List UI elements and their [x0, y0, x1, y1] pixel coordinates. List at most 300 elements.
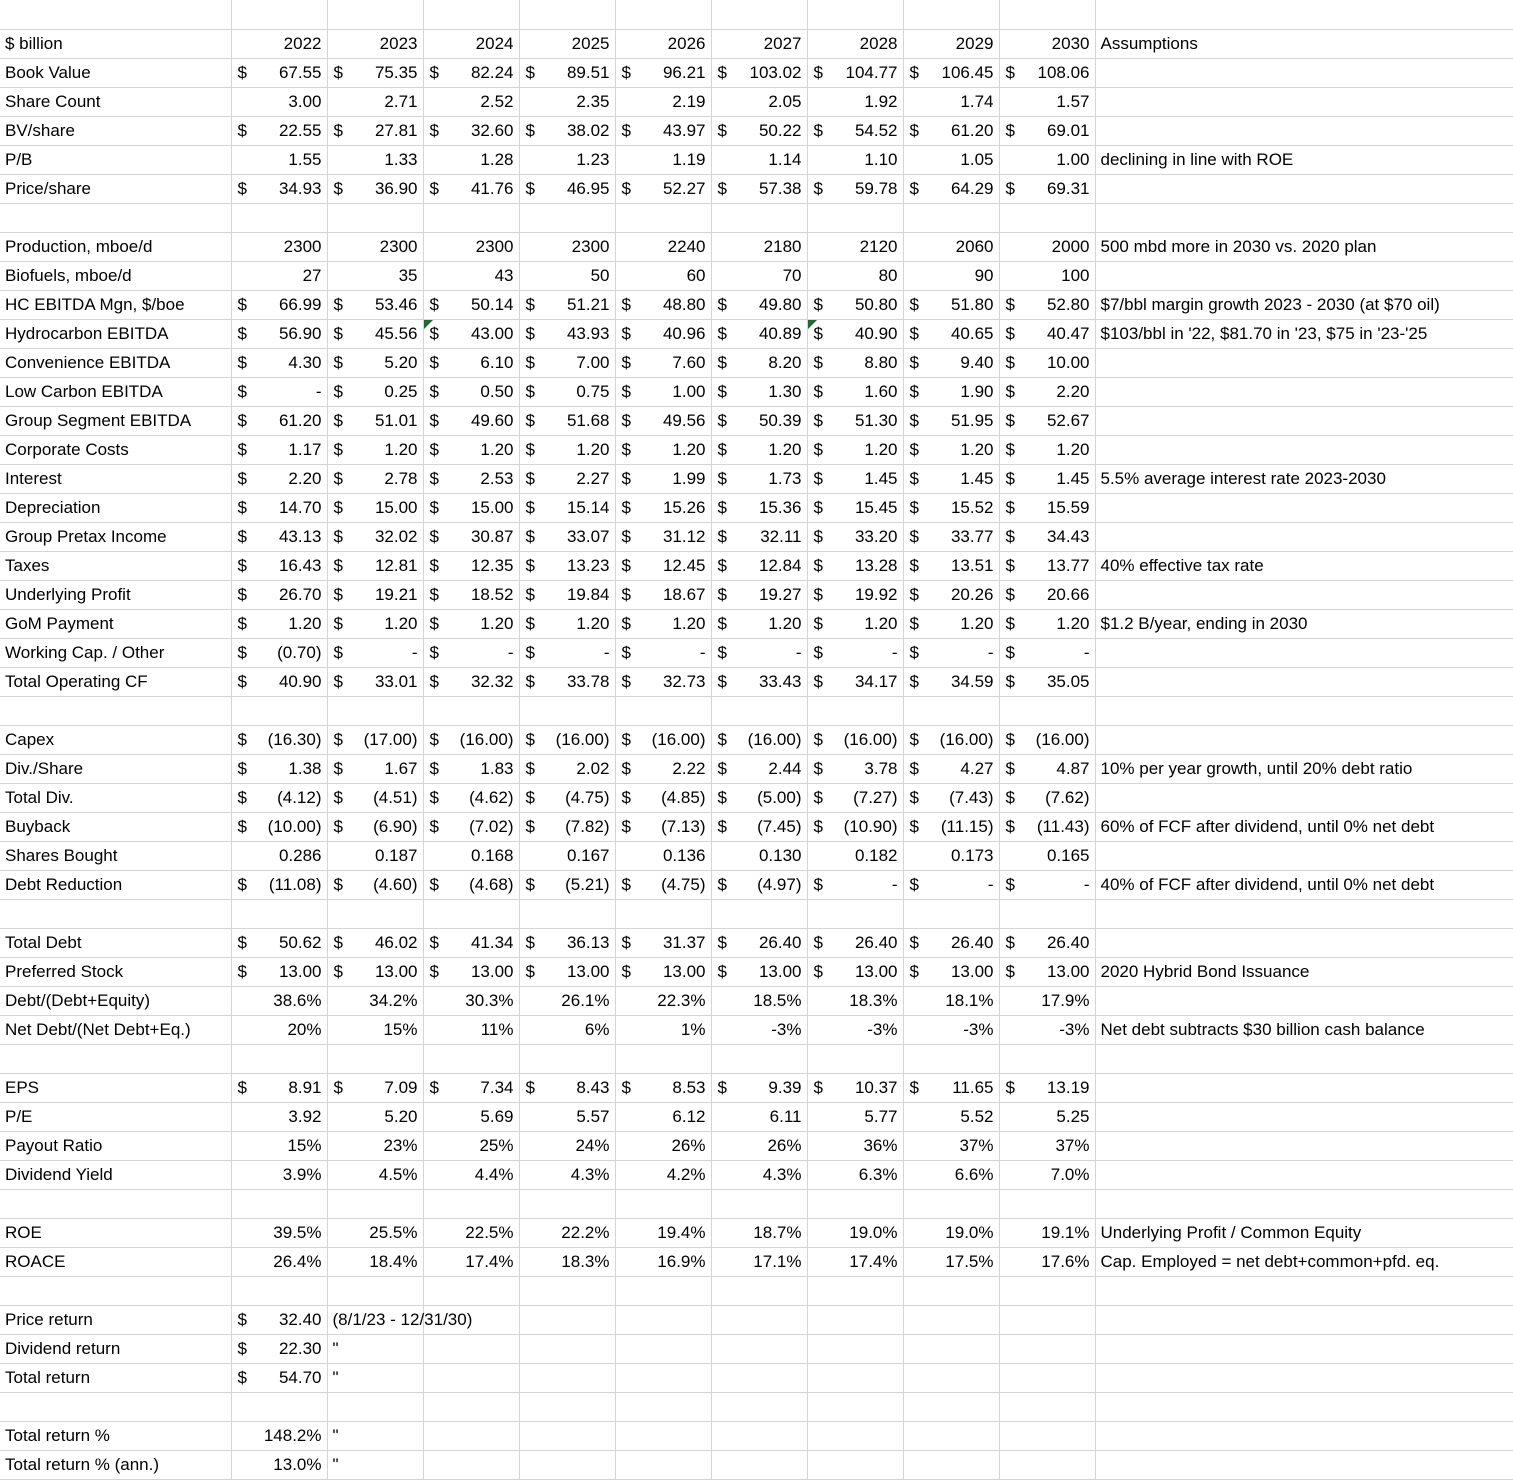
data-cell-2027[interactable]: 0.130 — [711, 841, 807, 870]
data-cell-2022[interactable] — [231, 754, 327, 783]
data-cell-2028[interactable]: 6.3% — [807, 1160, 903, 1189]
data-cell-2022[interactable] — [231, 1305, 327, 1334]
data-cell-2023[interactable] — [327, 754, 423, 783]
data-cell-2022[interactable]: 39.5% — [231, 1218, 327, 1247]
data-cell-2028[interactable] — [807, 348, 903, 377]
data-cell-2025[interactable]: 2300 — [519, 232, 615, 261]
data-cell-2029[interactable] — [903, 870, 999, 899]
data-cell-2030[interactable] — [999, 406, 1095, 435]
row-label[interactable]: Group Pretax Income — [0, 522, 231, 551]
data-cell-2025[interactable]: 50 — [519, 261, 615, 290]
row-label[interactable]: Depreciation — [0, 493, 231, 522]
data-cell-2026[interactable] — [615, 493, 711, 522]
data-cell-2030[interactable] — [999, 551, 1095, 580]
row-label[interactable]: GoM Payment — [0, 609, 231, 638]
data-cell-2022[interactable] — [231, 667, 327, 696]
data-cell-2027[interactable] — [711, 1073, 807, 1102]
row-label[interactable]: Price return — [0, 1305, 231, 1334]
data-cell-2030[interactable]: 7.0% — [999, 1160, 1095, 1189]
empty-cell[interactable] — [711, 1392, 807, 1421]
column-header-unit[interactable]: $ billion — [0, 29, 231, 58]
empty-cell[interactable] — [711, 203, 807, 232]
data-cell-2029[interactable] — [903, 174, 999, 203]
empty-cell[interactable] — [615, 1392, 711, 1421]
empty-cell[interactable] — [519, 1363, 615, 1392]
data-cell-2027[interactable]: 2.05 — [711, 87, 807, 116]
data-cell-2030[interactable] — [999, 319, 1095, 348]
data-cell-2027[interactable] — [711, 406, 807, 435]
empty-cell[interactable] — [0, 1392, 231, 1421]
assumption-note[interactable]: Underlying Profit / Common Equity — [1095, 1218, 1513, 1247]
empty-cell[interactable] — [1095, 348, 1513, 377]
data-cell-2026[interactable] — [615, 1073, 711, 1102]
data-cell-2028[interactable] — [807, 435, 903, 464]
empty-cell[interactable] — [1095, 261, 1513, 290]
data-cell-2027[interactable] — [711, 638, 807, 667]
data-cell-2028[interactable]: 19.0% — [807, 1218, 903, 1247]
data-cell-2025[interactable] — [519, 406, 615, 435]
column-header-year-2026[interactable]: 2026 — [615, 29, 711, 58]
empty-cell[interactable] — [711, 1450, 807, 1479]
data-cell-2028[interactable]: 17.4% — [807, 1247, 903, 1276]
data-cell-2029[interactable] — [903, 957, 999, 986]
data-cell-2027[interactable] — [711, 58, 807, 87]
row-label[interactable]: Share Count — [0, 87, 231, 116]
data-cell-2026[interactable]: 6.12 — [615, 1102, 711, 1131]
data-cell-2029[interactable] — [903, 319, 999, 348]
data-cell-2024[interactable] — [423, 319, 519, 348]
row-label[interactable]: Buyback — [0, 812, 231, 841]
data-cell-2026[interactable]: 1.19 — [615, 145, 711, 174]
empty-cell[interactable] — [807, 203, 903, 232]
empty-cell[interactable] — [1095, 928, 1513, 957]
data-cell-2027[interactable]: 26% — [711, 1131, 807, 1160]
data-cell-2027[interactable]: 17.1% — [711, 1247, 807, 1276]
column-header-year-2028[interactable]: 2028 — [807, 29, 903, 58]
row-label[interactable]: HC EBITDA Mgn, $/boe — [0, 290, 231, 319]
data-cell-2023[interactable] — [327, 870, 423, 899]
data-cell-2026[interactable]: 2.19 — [615, 87, 711, 116]
data-cell-2030[interactable] — [999, 290, 1095, 319]
data-cell-2026[interactable] — [615, 783, 711, 812]
data-cell-2023[interactable] — [327, 377, 423, 406]
data-cell-2029[interactable] — [903, 522, 999, 551]
empty-cell[interactable] — [807, 1044, 903, 1073]
empty-cell[interactable] — [903, 1450, 999, 1479]
data-cell-2023[interactable] — [327, 638, 423, 667]
data-cell-2029[interactable]: 17.5% — [903, 1247, 999, 1276]
data-cell-2026[interactable] — [615, 754, 711, 783]
empty-cell[interactable] — [1095, 783, 1513, 812]
data-cell-2028[interactable]: 2120 — [807, 232, 903, 261]
data-cell-2022[interactable]: 3.9% — [231, 1160, 327, 1189]
empty-cell[interactable] — [1095, 725, 1513, 754]
data-cell-2029[interactable] — [903, 667, 999, 696]
row-label[interactable]: BV/share — [0, 116, 231, 145]
empty-cell[interactable] — [711, 0, 807, 29]
data-cell-2029[interactable] — [903, 464, 999, 493]
data-cell-2029[interactable] — [903, 406, 999, 435]
empty-cell[interactable] — [1095, 174, 1513, 203]
data-cell-2024[interactable]: 2.52 — [423, 87, 519, 116]
data-cell-2025[interactable] — [519, 464, 615, 493]
row-label[interactable]: P/B — [0, 145, 231, 174]
empty-cell[interactable] — [0, 696, 231, 725]
empty-cell[interactable] — [999, 203, 1095, 232]
data-cell-2027[interactable]: 4.3% — [711, 1160, 807, 1189]
data-cell-2030[interactable] — [999, 667, 1095, 696]
data-cell-2025[interactable] — [519, 435, 615, 464]
data-cell-2022[interactable] — [231, 435, 327, 464]
empty-cell[interactable] — [519, 1421, 615, 1450]
empty-cell[interactable] — [903, 1044, 999, 1073]
data-cell-2030[interactable] — [999, 783, 1095, 812]
data-cell-2022[interactable] — [231, 812, 327, 841]
data-cell-2029[interactable] — [903, 348, 999, 377]
data-cell-2026[interactable] — [615, 406, 711, 435]
data-cell-2024[interactable] — [423, 348, 519, 377]
row-label[interactable]: P/E — [0, 1102, 231, 1131]
data-cell-2022[interactable] — [231, 406, 327, 435]
empty-cell[interactable] — [231, 1392, 327, 1421]
data-cell-2030[interactable] — [999, 928, 1095, 957]
data-cell-2030[interactable]: 5.25 — [999, 1102, 1095, 1131]
data-cell-2030[interactable] — [999, 957, 1095, 986]
empty-cell[interactable] — [0, 1276, 231, 1305]
empty-cell[interactable] — [519, 0, 615, 29]
data-cell-2024[interactable] — [423, 870, 519, 899]
data-cell-2025[interactable] — [519, 870, 615, 899]
data-cell-2027[interactable] — [711, 725, 807, 754]
data-cell-2023[interactable] — [327, 319, 423, 348]
empty-cell[interactable] — [1095, 638, 1513, 667]
data-cell-2027[interactable] — [711, 348, 807, 377]
data-cell-2028[interactable] — [807, 638, 903, 667]
data-cell-2024[interactable] — [423, 522, 519, 551]
data-cell-2029[interactable] — [903, 551, 999, 580]
empty-cell[interactable] — [903, 0, 999, 29]
row-label[interactable]: Net Debt/(Net Debt+Eq.) — [0, 1015, 231, 1044]
data-cell-2024[interactable]: 0.168 — [423, 841, 519, 870]
data-cell-2030[interactable] — [999, 58, 1095, 87]
data-cell-2027[interactable] — [711, 522, 807, 551]
data-cell-2025[interactable] — [519, 319, 615, 348]
empty-cell[interactable] — [615, 1363, 711, 1392]
data-cell-2029[interactable] — [903, 493, 999, 522]
empty-cell[interactable] — [519, 1189, 615, 1218]
assumption-note[interactable]: 40% effective tax rate — [1095, 551, 1513, 580]
empty-cell[interactable] — [711, 1421, 807, 1450]
data-cell-2026[interactable]: 4.2% — [615, 1160, 711, 1189]
data-cell-2023[interactable] — [327, 812, 423, 841]
data-cell-2030[interactable]: 1.00 — [999, 145, 1095, 174]
data-cell-2022[interactable]: 27 — [231, 261, 327, 290]
empty-cell[interactable] — [711, 899, 807, 928]
data-cell-2023[interactable]: 5.20 — [327, 1102, 423, 1131]
empty-cell[interactable] — [1095, 406, 1513, 435]
data-cell-2024[interactable]: 4.4% — [423, 1160, 519, 1189]
data-cell-2028[interactable]: 0.182 — [807, 841, 903, 870]
data-cell-2027[interactable] — [711, 435, 807, 464]
row-label[interactable]: Convenience EBITDA — [0, 348, 231, 377]
data-cell-2026[interactable] — [615, 638, 711, 667]
empty-cell[interactable] — [1095, 522, 1513, 551]
data-cell-2028[interactable]: 80 — [807, 261, 903, 290]
empty-cell[interactable] — [0, 0, 231, 29]
empty-cell[interactable] — [327, 899, 423, 928]
data-cell-2022[interactable] — [231, 870, 327, 899]
empty-cell[interactable] — [519, 1334, 615, 1363]
data-cell-2026[interactable]: 1% — [615, 1015, 711, 1044]
data-cell-2023[interactable] — [327, 58, 423, 87]
empty-cell[interactable] — [423, 1305, 519, 1334]
data-cell-2023[interactable]: (8/1/23 - 12/31/30) — [327, 1305, 423, 1334]
data-cell-2028[interactable] — [807, 957, 903, 986]
data-cell-2022[interactable]: 13.0% — [231, 1450, 327, 1479]
data-cell-2030[interactable] — [999, 754, 1095, 783]
empty-cell[interactable] — [999, 696, 1095, 725]
empty-cell[interactable] — [327, 1276, 423, 1305]
data-cell-2030[interactable]: -3% — [999, 1015, 1095, 1044]
data-cell-2029[interactable] — [903, 58, 999, 87]
data-cell-2025[interactable]: 18.3% — [519, 1247, 615, 1276]
empty-cell[interactable] — [615, 1421, 711, 1450]
empty-cell[interactable] — [327, 1189, 423, 1218]
row-label[interactable]: Total Div. — [0, 783, 231, 812]
data-cell-2027[interactable] — [711, 870, 807, 899]
data-cell-2022[interactable] — [231, 551, 327, 580]
data-cell-2029[interactable]: 18.1% — [903, 986, 999, 1015]
data-cell-2028[interactable] — [807, 783, 903, 812]
data-cell-2029[interactable] — [903, 116, 999, 145]
empty-cell[interactable] — [711, 1305, 807, 1334]
empty-cell[interactable] — [711, 1276, 807, 1305]
empty-cell[interactable] — [423, 1189, 519, 1218]
column-header-assumptions[interactable]: Assumptions — [1095, 29, 1513, 58]
data-cell-2028[interactable] — [807, 116, 903, 145]
data-cell-2030[interactable]: 17.9% — [999, 986, 1095, 1015]
data-cell-2026[interactable] — [615, 812, 711, 841]
data-cell-2025[interactable]: 0.167 — [519, 841, 615, 870]
data-cell-2030[interactable]: 1.57 — [999, 87, 1095, 116]
data-cell-2022[interactable] — [231, 522, 327, 551]
row-label[interactable]: Interest — [0, 464, 231, 493]
data-cell-2030[interactable]: 17.6% — [999, 1247, 1095, 1276]
data-cell-2022[interactable] — [231, 319, 327, 348]
row-label[interactable]: Dividend return — [0, 1334, 231, 1363]
data-cell-2022[interactable] — [231, 725, 327, 754]
empty-cell[interactable] — [231, 1276, 327, 1305]
empty-cell[interactable] — [807, 1421, 903, 1450]
data-cell-2024[interactable]: 2300 — [423, 232, 519, 261]
data-cell-2027[interactable] — [711, 377, 807, 406]
data-cell-2029[interactable] — [903, 435, 999, 464]
data-cell-2027[interactable] — [711, 928, 807, 957]
data-cell-2023[interactable]: " — [327, 1421, 423, 1450]
data-cell-2022[interactable] — [231, 928, 327, 957]
data-cell-2028[interactable] — [807, 580, 903, 609]
data-cell-2022[interactable]: 38.6% — [231, 986, 327, 1015]
empty-cell[interactable] — [231, 696, 327, 725]
data-cell-2022[interactable] — [231, 58, 327, 87]
data-cell-2022[interactable] — [231, 638, 327, 667]
empty-cell[interactable] — [327, 203, 423, 232]
data-cell-2027[interactable]: 1.14 — [711, 145, 807, 174]
empty-cell[interactable] — [423, 1392, 519, 1421]
data-cell-2024[interactable]: 30.3% — [423, 986, 519, 1015]
assumption-note[interactable]: 10% per year growth, until 20% debt ratio — [1095, 754, 1513, 783]
row-label[interactable]: Capex — [0, 725, 231, 754]
row-label[interactable]: Low Carbon EBITDA — [0, 377, 231, 406]
empty-cell[interactable] — [0, 899, 231, 928]
row-label[interactable]: ROE — [0, 1218, 231, 1247]
empty-cell[interactable] — [807, 1392, 903, 1421]
row-label[interactable]: ROACE — [0, 1247, 231, 1276]
data-cell-2030[interactable]: 0.165 — [999, 841, 1095, 870]
empty-cell[interactable] — [1095, 1392, 1513, 1421]
empty-cell[interactable] — [999, 899, 1095, 928]
data-cell-2029[interactable] — [903, 290, 999, 319]
empty-cell[interactable] — [519, 899, 615, 928]
empty-cell[interactable] — [807, 1305, 903, 1334]
empty-cell[interactable] — [1095, 493, 1513, 522]
data-cell-2027[interactable]: -3% — [711, 1015, 807, 1044]
data-cell-2028[interactable] — [807, 754, 903, 783]
empty-cell[interactable] — [999, 1334, 1095, 1363]
data-cell-2027[interactable] — [711, 290, 807, 319]
empty-cell[interactable] — [1095, 1363, 1513, 1392]
row-label[interactable]: Total Operating CF — [0, 667, 231, 696]
data-cell-2030[interactable] — [999, 435, 1095, 464]
data-cell-2029[interactable] — [903, 580, 999, 609]
data-cell-2023[interactable] — [327, 116, 423, 145]
data-cell-2023[interactable]: 4.5% — [327, 1160, 423, 1189]
data-cell-2026[interactable] — [615, 377, 711, 406]
empty-cell[interactable] — [807, 0, 903, 29]
row-label[interactable]: Debt/(Debt+Equity) — [0, 986, 231, 1015]
comment-marker-icon[interactable] — [424, 320, 433, 329]
data-cell-2022[interactable] — [231, 957, 327, 986]
data-cell-2030[interactable] — [999, 116, 1095, 145]
assumption-note[interactable]: 2020 Hybrid Bond Issuance — [1095, 957, 1513, 986]
data-cell-2030[interactable] — [999, 493, 1095, 522]
data-cell-2024[interactable] — [423, 580, 519, 609]
data-cell-2022[interactable]: 2300 — [231, 232, 327, 261]
data-cell-2030[interactable] — [999, 725, 1095, 754]
data-cell-2022[interactable] — [231, 493, 327, 522]
data-cell-2028[interactable] — [807, 1073, 903, 1102]
empty-cell[interactable] — [519, 1044, 615, 1073]
data-cell-2028[interactable] — [807, 464, 903, 493]
data-cell-2022[interactable]: 15% — [231, 1131, 327, 1160]
data-cell-2030[interactable] — [999, 812, 1095, 841]
empty-cell[interactable] — [1095, 696, 1513, 725]
assumption-note[interactable]: $1.2 B/year, ending in 2030 — [1095, 609, 1513, 638]
empty-cell[interactable] — [807, 1450, 903, 1479]
empty-cell[interactable] — [423, 1044, 519, 1073]
data-cell-2022[interactable] — [231, 174, 327, 203]
data-cell-2029[interactable]: 6.6% — [903, 1160, 999, 1189]
assumption-note[interactable]: declining in line with ROE — [1095, 145, 1513, 174]
data-cell-2022[interactable]: 3.00 — [231, 87, 327, 116]
empty-cell[interactable] — [807, 899, 903, 928]
empty-cell[interactable] — [711, 696, 807, 725]
data-cell-2022[interactable] — [231, 783, 327, 812]
data-cell-2028[interactable] — [807, 493, 903, 522]
empty-cell[interactable] — [231, 1044, 327, 1073]
data-cell-2022[interactable] — [231, 609, 327, 638]
data-cell-2022[interactable]: 20% — [231, 1015, 327, 1044]
data-cell-2026[interactable]: 0.136 — [615, 841, 711, 870]
data-cell-2028[interactable]: 18.3% — [807, 986, 903, 1015]
empty-cell[interactable] — [1095, 1334, 1513, 1363]
assumption-note[interactable]: 500 mbd more in 2030 vs. 2020 plan — [1095, 232, 1513, 261]
empty-cell[interactable] — [615, 1044, 711, 1073]
data-cell-2022[interactable]: 1.55 — [231, 145, 327, 174]
data-cell-2023[interactable] — [327, 174, 423, 203]
data-cell-2022[interactable]: 0.286 — [231, 841, 327, 870]
data-cell-2029[interactable] — [903, 725, 999, 754]
data-cell-2028[interactable] — [807, 58, 903, 87]
data-cell-2024[interactable] — [423, 783, 519, 812]
data-cell-2025[interactable]: 22.2% — [519, 1218, 615, 1247]
data-cell-2025[interactable]: 4.3% — [519, 1160, 615, 1189]
empty-cell[interactable] — [903, 1363, 999, 1392]
empty-cell[interactable] — [423, 1276, 519, 1305]
empty-cell[interactable] — [327, 696, 423, 725]
data-cell-2028[interactable]: 5.77 — [807, 1102, 903, 1131]
empty-cell[interactable] — [903, 696, 999, 725]
data-cell-2026[interactable]: 16.9% — [615, 1247, 711, 1276]
data-cell-2025[interactable] — [519, 609, 615, 638]
empty-cell[interactable] — [711, 1044, 807, 1073]
data-cell-2029[interactable] — [903, 812, 999, 841]
empty-cell[interactable] — [903, 1421, 999, 1450]
empty-cell[interactable] — [999, 0, 1095, 29]
data-cell-2028[interactable]: 1.92 — [807, 87, 903, 116]
data-cell-2030[interactable] — [999, 870, 1095, 899]
data-cell-2029[interactable]: 19.0% — [903, 1218, 999, 1247]
empty-cell[interactable] — [327, 0, 423, 29]
empty-cell[interactable] — [1095, 841, 1513, 870]
empty-cell[interactable] — [903, 203, 999, 232]
data-cell-2023[interactable] — [327, 725, 423, 754]
data-cell-2024[interactable] — [423, 551, 519, 580]
empty-cell[interactable] — [0, 1189, 231, 1218]
data-cell-2026[interactable] — [615, 319, 711, 348]
data-cell-2023[interactable]: 2300 — [327, 232, 423, 261]
data-cell-2024[interactable] — [423, 609, 519, 638]
data-cell-2023[interactable]: 2.71 — [327, 87, 423, 116]
data-cell-2024[interactable] — [423, 957, 519, 986]
data-cell-2023[interactable]: 34.2% — [327, 986, 423, 1015]
empty-cell[interactable] — [1095, 1305, 1513, 1334]
empty-cell[interactable] — [1095, 1044, 1513, 1073]
data-cell-2028[interactable]: 36% — [807, 1131, 903, 1160]
data-cell-2028[interactable] — [807, 667, 903, 696]
data-cell-2028[interactable] — [807, 725, 903, 754]
data-cell-2030[interactable] — [999, 638, 1095, 667]
data-cell-2028[interactable] — [807, 174, 903, 203]
data-cell-2030[interactable]: 2000 — [999, 232, 1095, 261]
data-cell-2023[interactable]: 1.33 — [327, 145, 423, 174]
data-cell-2028[interactable] — [807, 290, 903, 319]
empty-cell[interactable] — [1095, 1276, 1513, 1305]
empty-cell[interactable] — [615, 203, 711, 232]
data-cell-2023[interactable]: " — [327, 1363, 423, 1392]
data-cell-2023[interactable]: " — [327, 1450, 423, 1479]
data-cell-2026[interactable] — [615, 290, 711, 319]
